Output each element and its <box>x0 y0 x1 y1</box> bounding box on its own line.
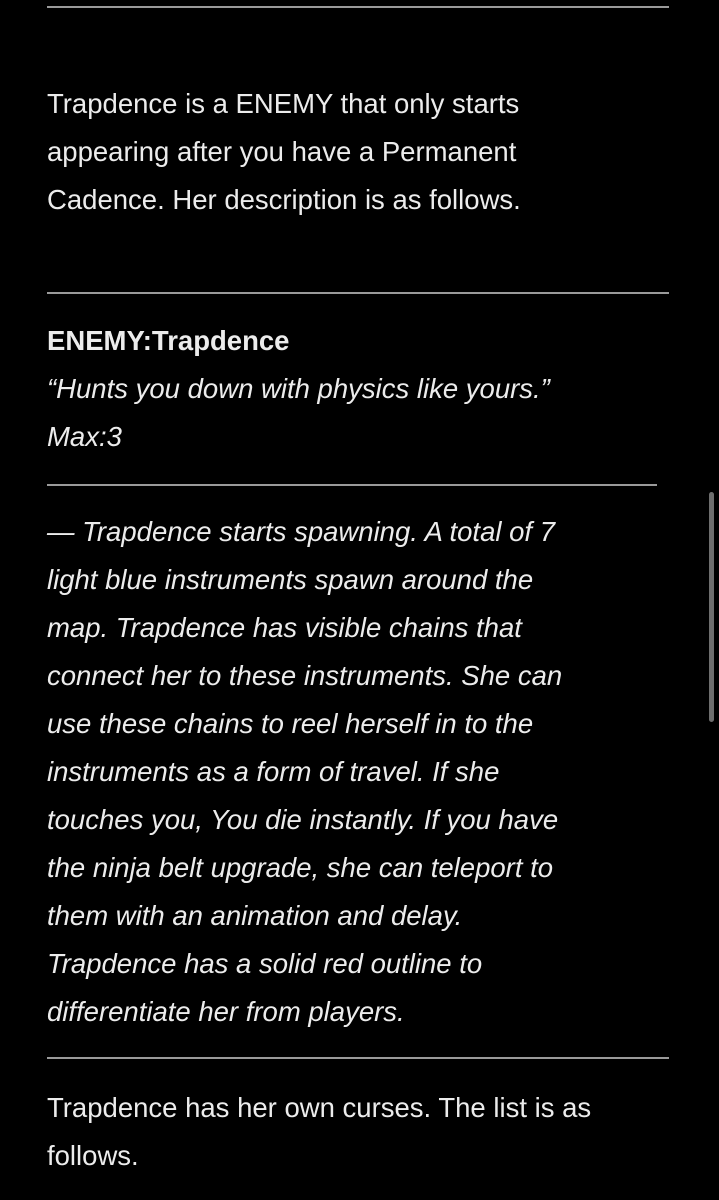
description-line: them with an animation and delay. <box>47 900 463 931</box>
curses-intro-line: follows. <box>47 1140 139 1171</box>
description-line: map. Trapdence has visible chains that <box>47 612 522 643</box>
description-line: connect her to these instruments. She can <box>47 660 563 691</box>
description-line: — Trapdence starts spawning. A total of 7 <box>47 516 555 547</box>
divider <box>47 484 657 486</box>
description-paragraph <box>47 508 562 1036</box>
description-line: the ninja belt upgrade, she can teleport to <box>47 852 554 883</box>
divider-top <box>47 6 669 8</box>
description-line: touches you, You die instantly. If you have <box>47 804 559 835</box>
enemy-quote: “Hunts you down with physics like yours.” <box>47 373 550 404</box>
enemy-card <box>47 317 550 461</box>
intro-paragraph <box>47 80 521 224</box>
enemy-max: Max:3 <box>47 421 122 452</box>
intro-line: Trapdence is a ENEMY that only starts <box>47 88 520 119</box>
curses-intro-line: Trapdence has her own curses. The list is as <box>47 1092 592 1123</box>
divider <box>47 1057 669 1059</box>
intro-line: Cadence. Her description is as follows. <box>47 184 521 215</box>
description-line: instruments as a form of travel. If she <box>47 756 500 787</box>
description-line: differentiate her from players. <box>47 996 405 1027</box>
divider <box>47 292 669 294</box>
scrollbar[interactable] <box>709 492 714 722</box>
curses-intro-paragraph <box>47 1084 591 1180</box>
intro-line: appearing after you have a Permanent <box>47 136 517 167</box>
description-line: light blue instruments spawn around the <box>47 564 534 595</box>
description-line: Trapdence has a solid red outline to <box>47 948 483 979</box>
enemy-title: ENEMY:Trapdence <box>47 325 290 356</box>
description-line: use these chains to reel herself in to the <box>47 708 534 739</box>
